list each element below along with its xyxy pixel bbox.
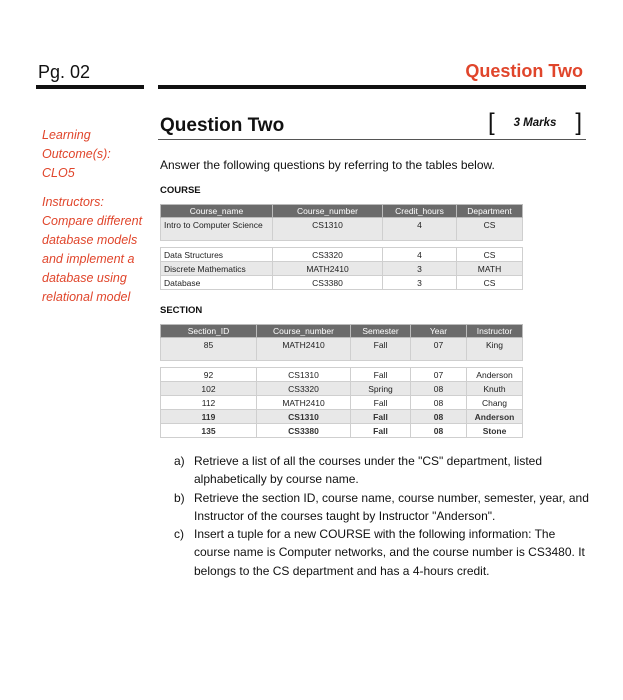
section-table <box>160 324 523 438</box>
sub-questions-list <box>172 452 592 580</box>
column-header: Section_ID <box>161 325 257 338</box>
table-cell: 08 <box>411 396 467 410</box>
table-row <box>161 368 523 382</box>
learning-outcome-label: Learning Outcome(s): <box>42 128 111 161</box>
learning-outcome-value: CLO5 <box>42 166 75 180</box>
header-title: Question Two <box>465 61 583 81</box>
column-header: Instructor <box>467 325 523 338</box>
table-cell: 3 <box>383 262 457 276</box>
table-cell: CS3380 <box>257 424 351 438</box>
table-row <box>161 396 523 410</box>
table-cell: 4 <box>383 218 457 241</box>
table-cell: Discrete Mathematics <box>161 262 273 276</box>
table-cell: 07 <box>411 368 467 382</box>
column-header: Course_name <box>161 205 273 218</box>
table-cell: CS3320 <box>257 382 351 396</box>
instructors-text: Compare different database models and implement a database using relational model <box>42 214 143 304</box>
table-cell: Anderson <box>467 368 523 382</box>
table-cell: Fall <box>351 338 411 361</box>
sub-question-label: c) <box>174 527 184 542</box>
table-spacer <box>161 241 523 248</box>
sub-question-b <box>172 489 592 526</box>
question-intro: Answer the following questions by referring to the tables below. <box>160 158 495 172</box>
table-cell: Chang <box>467 396 523 410</box>
column-header: Semester <box>351 325 411 338</box>
table-cell: CS1310 <box>257 368 351 382</box>
table-row <box>161 338 523 361</box>
table-cell: CS3380 <box>273 276 383 290</box>
table-cell: CS <box>457 218 523 241</box>
table-cell: Fall <box>351 410 411 424</box>
table-cell: Spring <box>351 382 411 396</box>
table-row <box>161 262 523 276</box>
table-cell: Fall <box>351 368 411 382</box>
table-cell: MATH2410 <box>257 338 351 361</box>
marks-left-bracket: [ <box>488 109 495 136</box>
table-cell: CS1310 <box>257 410 351 424</box>
sidebar-notes <box>42 126 154 307</box>
column-header: Department <box>457 205 523 218</box>
table-cell: 102 <box>161 382 257 396</box>
table-cell: Database <box>161 276 273 290</box>
table-row <box>161 218 523 241</box>
table-cell: 07 <box>411 338 467 361</box>
table-cell: CS1310 <box>273 218 383 241</box>
table-cell: 4 <box>383 248 457 262</box>
sub-question-text: Retrieve the section ID, course name, course number, semester, year, and Instructor of the courses taught by Instructor "Anderson". <box>194 490 589 523</box>
course-table <box>160 204 523 290</box>
table-cell: Knuth <box>467 382 523 396</box>
page-number: Pg. 02 <box>38 62 91 82</box>
table-cell: 3 <box>383 276 457 290</box>
header-rule-right <box>158 85 586 89</box>
course-table-label: COURSE <box>160 185 201 196</box>
instructors-label: Instructors: <box>42 195 104 209</box>
column-header: Year <box>411 325 467 338</box>
marks-right-bracket: ] <box>575 109 582 136</box>
table-cell: MATH <box>457 262 523 276</box>
table-cell: MATH2410 <box>273 262 383 276</box>
table-cell: Stone <box>467 424 523 438</box>
table-cell: MATH2410 <box>257 396 351 410</box>
question-rule <box>158 139 586 140</box>
column-header: Course_number <box>257 325 351 338</box>
table-cell: 119 <box>161 410 257 424</box>
header-rule-left <box>36 85 144 89</box>
table-cell: Data Structures <box>161 248 273 262</box>
column-header: Credit_hours <box>383 205 457 218</box>
sub-question-c <box>172 525 592 580</box>
table-cell: 08 <box>411 410 467 424</box>
sub-question-text: Retrieve a list of all the courses under the "CS" department, listed alphabetically by course name. <box>194 454 543 487</box>
sub-question-a <box>172 452 592 489</box>
table-row <box>161 382 523 396</box>
table-row <box>161 424 523 438</box>
sub-question-text: Insert a tuple for a new COURSE with the following information: The course name is Computer networks, and the course number is CS3480. It belongs to the CS department and has a 4-hours credit. <box>194 527 585 578</box>
table-cell: Fall <box>351 396 411 410</box>
table-header-row <box>161 205 523 218</box>
table-cell: 85 <box>161 338 257 361</box>
table-row <box>161 248 523 262</box>
table-cell: CS3320 <box>273 248 383 262</box>
section-table-label: SECTION <box>160 305 203 316</box>
question-title: Question Two <box>160 115 285 136</box>
table-cell: CS <box>457 248 523 262</box>
table-row <box>161 276 523 290</box>
table-cell: Fall <box>351 424 411 438</box>
table-row <box>161 410 523 424</box>
sub-question-label: b) <box>174 490 185 505</box>
table-cell: Anderson <box>467 410 523 424</box>
table-spacer <box>161 361 523 368</box>
column-header: Course_number <box>273 205 383 218</box>
table-cell: 08 <box>411 424 467 438</box>
table-cell: King <box>467 338 523 361</box>
sub-question-label: a) <box>174 454 185 468</box>
marks-box <box>488 109 582 136</box>
table-header-row <box>161 325 523 338</box>
table-cell: 112 <box>161 396 257 410</box>
table-cell: CS <box>457 276 523 290</box>
table-cell: 08 <box>411 382 467 396</box>
table-cell: Intro to Computer Science <box>161 218 273 241</box>
table-cell: 92 <box>161 368 257 382</box>
table-cell: 135 <box>161 424 257 438</box>
marks-label: 3 Marks <box>513 117 557 129</box>
